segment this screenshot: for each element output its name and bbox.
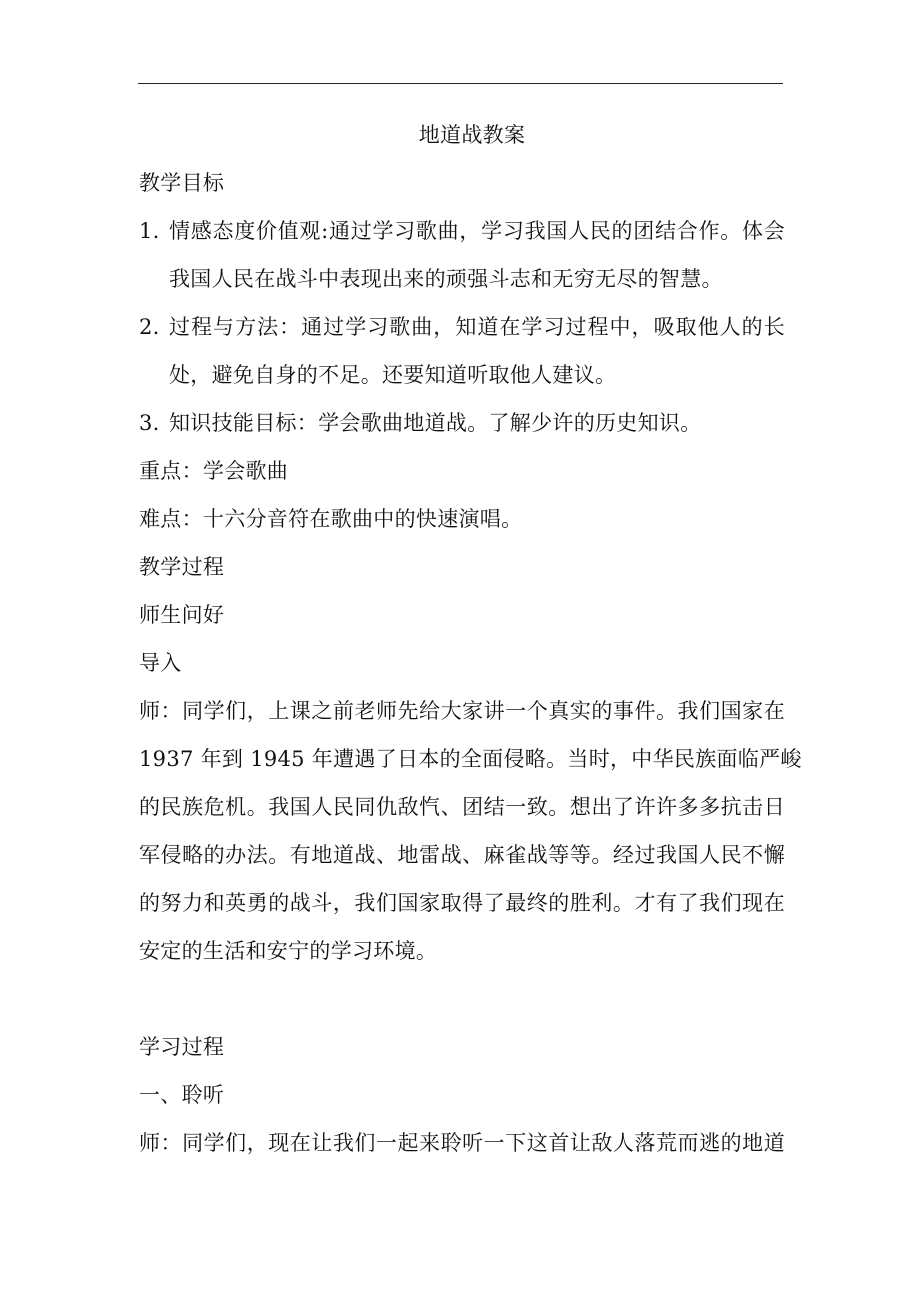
objective-text: 知识技能目标：学会歌曲地道战。了解少许的历史知识。 bbox=[169, 411, 702, 435]
paragraph-line: 师：同学们，现在让我们一起来聆听一下这首让敌人落荒而逃的地道 bbox=[139, 1131, 785, 1155]
greeting: 师生问好 bbox=[139, 603, 225, 627]
document-title: 地道战教案 bbox=[418, 123, 526, 147]
intro-paragraph bbox=[139, 687, 802, 975]
intro-heading: 导入 bbox=[139, 651, 182, 675]
paragraph-line: 军侵略的办法。有地道战、地雷战、麻雀战等等。经过我国人民不懈 bbox=[139, 843, 785, 867]
objective-text: 情感态度价值观:通过学习歌曲，学习我国人民的团结合作。体会 bbox=[169, 219, 785, 243]
objective-number: 3. bbox=[139, 411, 160, 435]
objectives-heading: 教学目标 bbox=[139, 171, 225, 195]
objective-number: 2. bbox=[139, 315, 160, 339]
objective-item bbox=[139, 399, 785, 447]
objective-continuation: 处，避免自身的不足。还要知道听取他人建议。 bbox=[169, 363, 617, 387]
section-one-heading: 一、聆听 bbox=[139, 1083, 225, 1107]
paragraph-line: 的民族危机。我国人民同仇敌忾、团结一致。想出了许许多多抗击日 bbox=[139, 795, 785, 819]
objective-line bbox=[139, 303, 785, 351]
paragraph-line: 师：同学们，上课之前老师先给大家讲一个真实的事件。我们国家在 bbox=[139, 699, 785, 723]
objective-continuation: 我国人民在战斗中表现出来的顽强斗志和无穷无尽的智慧。 bbox=[169, 267, 723, 291]
paragraph-line: 的努力和英勇的战斗，我们国家取得了最终的胜利。才有了我们现在 bbox=[139, 891, 785, 915]
document-body bbox=[139, 111, 802, 1167]
objective-line bbox=[139, 207, 785, 255]
paragraph-line: 1937 年到 1945 年遭遇了日本的全面侵略。当时，中华民族面临严峻 bbox=[139, 747, 802, 771]
process-heading: 教学过程 bbox=[139, 555, 225, 579]
objective-text: 过程与方法：通过学习歌曲，知道在学习过程中，吸取他人的长 bbox=[169, 315, 785, 339]
objective-item bbox=[139, 207, 785, 303]
key-point: 重点：学会歌曲 bbox=[139, 459, 289, 483]
difficulty: 难点：十六分音符在歌曲中的快速演唱。 bbox=[139, 507, 523, 531]
paragraph-line: 安定的生活和安宁的学习环境。 bbox=[139, 939, 438, 963]
blank-line bbox=[139, 975, 785, 1023]
objective-item bbox=[139, 303, 785, 399]
header-rule bbox=[138, 83, 783, 84]
objective-number: 1. bbox=[139, 219, 160, 243]
objective-line bbox=[139, 399, 785, 447]
learning-heading: 学习过程 bbox=[139, 1035, 225, 1059]
